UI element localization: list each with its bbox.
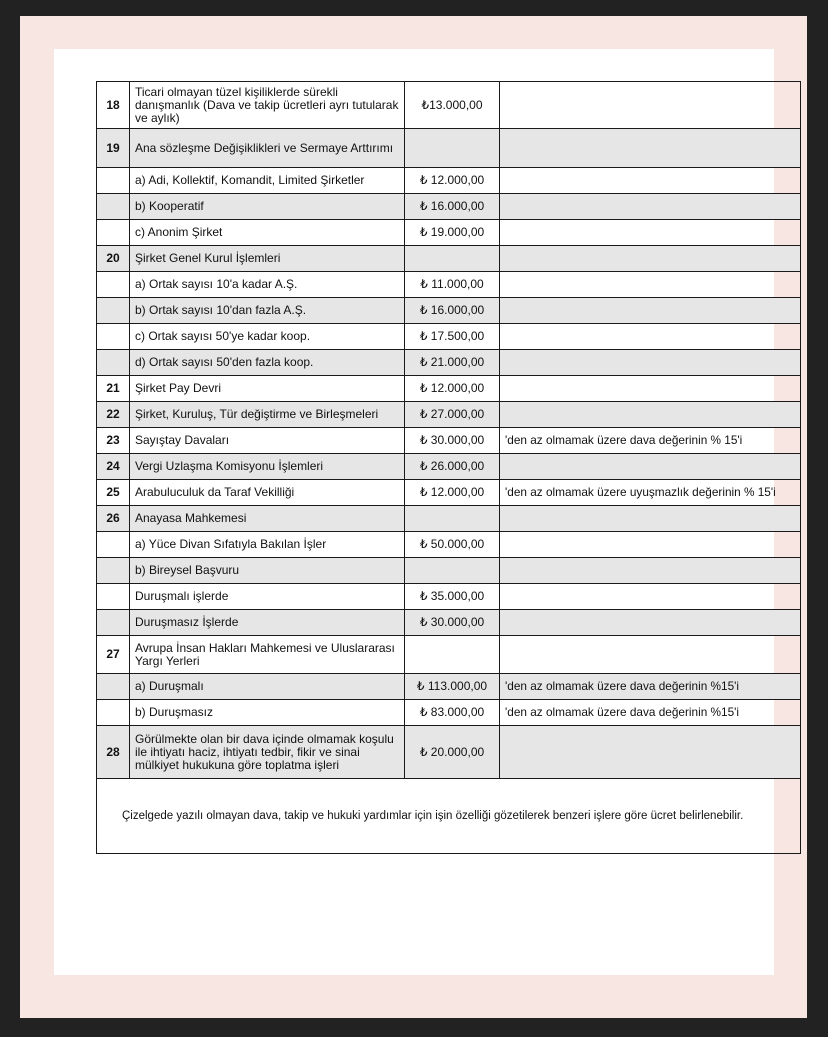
row-description: d) Ortak sayısı 50'den fazla koop.	[130, 350, 405, 376]
row-note	[500, 129, 801, 168]
row-amount: ₺ 11.000,00	[405, 272, 500, 298]
row-description: a) Duruşmalı	[130, 674, 405, 700]
row-amount	[405, 636, 500, 674]
row-amount: ₺ 26.000,00	[405, 454, 500, 480]
row-note	[500, 298, 801, 324]
row-description: b) Duruşmasız	[130, 700, 405, 726]
row-number	[97, 298, 130, 324]
table-row	[97, 168, 801, 194]
table-row	[97, 220, 801, 246]
row-note	[500, 532, 801, 558]
row-amount	[405, 129, 500, 168]
row-description: b) Bireysel Başvuru	[130, 558, 405, 584]
row-amount: ₺ 35.000,00	[405, 584, 500, 610]
row-note	[500, 636, 801, 674]
table-row	[97, 298, 801, 324]
row-number	[97, 674, 130, 700]
row-note	[500, 506, 801, 532]
row-description: Avrupa İnsan Hakları Mahkemesi ve Uluslararası Yargı Yerleri	[130, 636, 405, 674]
table-row	[97, 428, 801, 454]
row-note: 'den az olmamak üzere dava değerinin %15'i	[500, 700, 801, 726]
row-number	[97, 558, 130, 584]
row-description: a) Adi, Kollektif, Komandit, Limited Şirketler	[130, 168, 405, 194]
row-description: b) Kooperatif	[130, 194, 405, 220]
table-row	[97, 82, 801, 129]
row-description: Duruşmalı işlerde	[130, 584, 405, 610]
row-description: Şirket Pay Devri	[130, 376, 405, 402]
row-description: Şirket, Kuruluş, Tür değiştirme ve Birleşmeleri	[130, 402, 405, 428]
row-description: Vergi Uzlaşma Komisyonu İşlemleri	[130, 454, 405, 480]
row-description: Anayasa Mahkemesi	[130, 506, 405, 532]
table-row	[97, 350, 801, 376]
row-description: Görülmekte olan bir dava içinde olmamak koşulu ile ihtiyatı haciz, ihtiyatı tedbir, fikir ve sinai mülkiyet hukukuna göre toplatma işleri	[130, 726, 405, 779]
row-description: a) Ortak sayısı 10'a kadar A.Ş.	[130, 272, 405, 298]
row-description: Şirket Genel Kurul İşlemleri	[130, 246, 405, 272]
row-amount: ₺ 50.000,00	[405, 532, 500, 558]
row-number	[97, 324, 130, 350]
table-row	[97, 272, 801, 298]
row-number: 27	[97, 636, 130, 674]
row-description: Ticari olmayan tüzel kişiliklerde sürekli danışmanlık (Dava ve takip ücretleri ayrı tutularak ve aylık)	[130, 82, 405, 129]
row-amount: ₺ 21.000,00	[405, 350, 500, 376]
row-amount: ₺ 30.000,00	[405, 428, 500, 454]
row-amount: ₺ 20.000,00	[405, 726, 500, 779]
row-note	[500, 168, 801, 194]
row-description: Arabuluculuk da Taraf Vekilliği	[130, 480, 405, 506]
table-row	[97, 402, 801, 428]
row-amount	[405, 558, 500, 584]
row-description: b) Ortak sayısı 10'dan fazla A.Ş.	[130, 298, 405, 324]
table-row	[97, 246, 801, 272]
row-note	[500, 324, 801, 350]
row-number: 24	[97, 454, 130, 480]
row-amount: ₺ 83.000,00	[405, 700, 500, 726]
row-description: a) Yüce Divan Sıfatıyla Bakılan İşler	[130, 532, 405, 558]
table-row	[97, 584, 801, 610]
table-row	[97, 454, 801, 480]
row-note	[500, 402, 801, 428]
table-row	[97, 506, 801, 532]
row-amount: ₺ 113.000,00	[405, 674, 500, 700]
row-note	[500, 376, 801, 402]
fee-table-body	[97, 82, 801, 779]
row-amount: ₺ 12.000,00	[405, 168, 500, 194]
row-number: 23	[97, 428, 130, 454]
table-row	[97, 726, 801, 779]
row-description: Duruşmasız İşlerde	[130, 610, 405, 636]
row-description: c) Ortak sayısı 50'ye kadar koop.	[130, 324, 405, 350]
table-row	[97, 194, 801, 220]
row-amount: ₺ 12.000,00	[405, 480, 500, 506]
row-amount: ₺ 16.000,00	[405, 298, 500, 324]
row-note	[500, 454, 801, 480]
table-row	[97, 324, 801, 350]
row-note	[500, 584, 801, 610]
table-row	[97, 129, 801, 168]
row-note	[500, 272, 801, 298]
table-row	[97, 674, 801, 700]
row-note	[500, 610, 801, 636]
row-amount: ₺ 27.000,00	[405, 402, 500, 428]
footer-note: Çizelgede yazılı olmayan dava, takip ve hukuki yardımlar için işin özelliği gözetilerek benzeri işlere göre ücret belirlenebilir.	[97, 779, 801, 854]
row-note: 'den az olmamak üzere dava değerinin %15'i	[500, 674, 801, 700]
row-amount: ₺ 30.000,00	[405, 610, 500, 636]
row-description: Sayıştay Davaları	[130, 428, 405, 454]
table-row	[97, 636, 801, 674]
row-number: 20	[97, 246, 130, 272]
table-row	[97, 610, 801, 636]
table-row	[97, 700, 801, 726]
row-amount	[405, 246, 500, 272]
row-number	[97, 700, 130, 726]
row-number	[97, 532, 130, 558]
footer-row	[97, 779, 801, 854]
row-note	[500, 82, 801, 129]
row-amount: ₺ 19.000,00	[405, 220, 500, 246]
row-description: c) Anonim Şirket	[130, 220, 405, 246]
row-number	[97, 584, 130, 610]
row-number	[97, 220, 130, 246]
row-amount: ₺ 12.000,00	[405, 376, 500, 402]
row-note	[500, 350, 801, 376]
row-number	[97, 350, 130, 376]
table-row	[97, 376, 801, 402]
row-note	[500, 246, 801, 272]
row-note	[500, 726, 801, 779]
row-number: 22	[97, 402, 130, 428]
table-row	[97, 558, 801, 584]
row-amount: ₺13.000,00	[405, 82, 500, 129]
fee-table	[96, 81, 801, 854]
row-number: 19	[97, 129, 130, 168]
row-number	[97, 272, 130, 298]
row-number: 25	[97, 480, 130, 506]
row-amount: ₺ 17.500,00	[405, 324, 500, 350]
table-row	[97, 532, 801, 558]
row-note	[500, 220, 801, 246]
row-number	[97, 194, 130, 220]
row-description: Ana sözleşme Değişiklikleri ve Sermaye Arttırımı	[130, 129, 405, 168]
table-row	[97, 480, 801, 506]
row-note	[500, 558, 801, 584]
row-note: 'den az olmamak üzere uyuşmazlık değerinin % 15'i	[500, 480, 801, 506]
row-number	[97, 610, 130, 636]
row-number: 26	[97, 506, 130, 532]
row-note	[500, 194, 801, 220]
document-page	[54, 49, 774, 975]
photo-frame	[20, 16, 807, 1018]
row-amount: ₺ 16.000,00	[405, 194, 500, 220]
row-number: 18	[97, 82, 130, 129]
row-number: 21	[97, 376, 130, 402]
row-number: 28	[97, 726, 130, 779]
row-note: 'den az olmamak üzere dava değerinin % 15'i	[500, 428, 801, 454]
row-number	[97, 168, 130, 194]
row-amount	[405, 506, 500, 532]
